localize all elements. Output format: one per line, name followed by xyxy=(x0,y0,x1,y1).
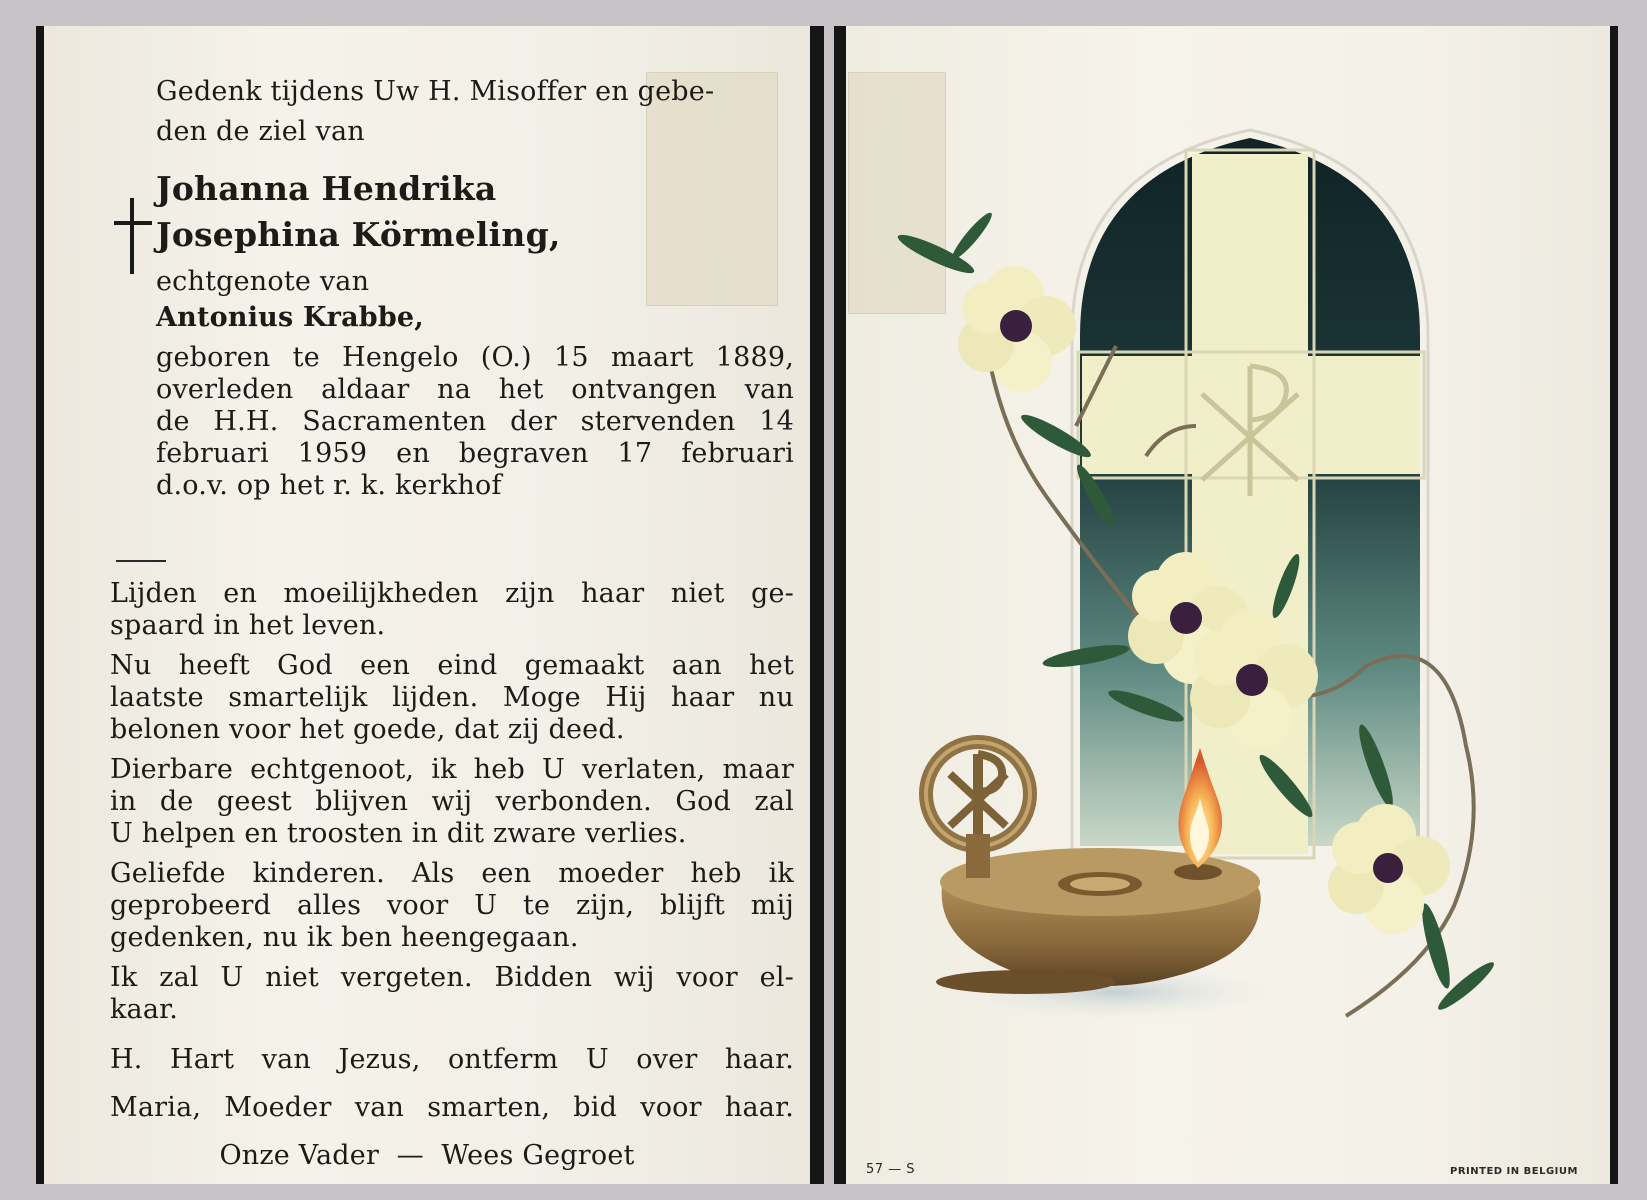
para5-line-2: kaar. xyxy=(110,994,179,1025)
para4-line-2: geprobeerd alles voor U te zijn, blijft mij xyxy=(110,890,794,921)
cross-icon-bar xyxy=(114,221,152,225)
para4-line-1: Geliefde kinderen. Als een moeder heb ik xyxy=(110,858,794,889)
deceased-name-line-1: Johanna Hendrika xyxy=(156,169,497,208)
para3-line-3: U helpen en troosten in dit zware verlies. xyxy=(110,818,687,849)
deceased-name-line-2: Josephina Körmeling, xyxy=(156,215,561,254)
para2-line-1: Nu heeft God een eind gemaakt aan het xyxy=(110,650,794,681)
para5-line-1: Ik zal U niet vergeten. Bidden wij voor el- xyxy=(110,962,794,993)
details-line-4: februari 1959 en begraven 17 februari xyxy=(156,438,794,469)
divider xyxy=(116,560,166,562)
details-line-3: de H.H. Sacramenten der stervenden 14 xyxy=(156,406,794,437)
cross-icon xyxy=(130,198,134,274)
flower-1 xyxy=(958,266,1076,392)
para4-line-3: gedenken, nu ik ben heengegaan. xyxy=(110,922,579,953)
details-line-5: d.o.v. op het r. k. kerkhof xyxy=(156,470,502,501)
para1-line-1: Lijden en moeilijkheden zijn haar niet ge- xyxy=(110,578,794,609)
spouse-name: Antonius Krabbe, xyxy=(156,302,424,333)
memorial-card-text-side xyxy=(36,26,824,1184)
intro-line-2: den de ziel van xyxy=(156,116,365,147)
para2-line-3: belonen voor het goede, dat zij deed. xyxy=(110,714,625,745)
para2-line-2: laatste smartelijk lijden. Moge Hij haar nu xyxy=(110,682,794,713)
spouse-intro: echtgenote van xyxy=(156,266,370,297)
printer-note: PRINTED IN BELGIUM xyxy=(1450,1166,1578,1177)
devotional-illustration xyxy=(846,26,1610,1184)
prayer-line-1: H. Hart van Jezus, ontferm U over haar. xyxy=(110,1044,794,1075)
para3-line-1: Dierbare echtgenoot, ik heb U verlaten, maar xyxy=(110,754,794,785)
para1-line-2: spaard in het leven. xyxy=(110,610,386,641)
prayer-line-2: Maria, Moeder van smarten, bid voor haar. xyxy=(110,1092,794,1123)
memorial-card-image-side xyxy=(834,26,1618,1184)
para3-line-2: in de geest blijven wij verbonden. God zal xyxy=(110,786,794,817)
details-line-2: overleden aldaar na het ontvangen van xyxy=(156,374,794,405)
intro-line-1: Gedenk tijdens Uw H. Misoffer en gebe- xyxy=(156,76,715,107)
closing-prayers: Onze Vader — Wees Gegroet xyxy=(219,1140,635,1171)
print-code: 57 — S xyxy=(866,1162,916,1177)
details-line-1: geboren te Hengelo (O.) 15 maart 1889, xyxy=(156,342,794,373)
